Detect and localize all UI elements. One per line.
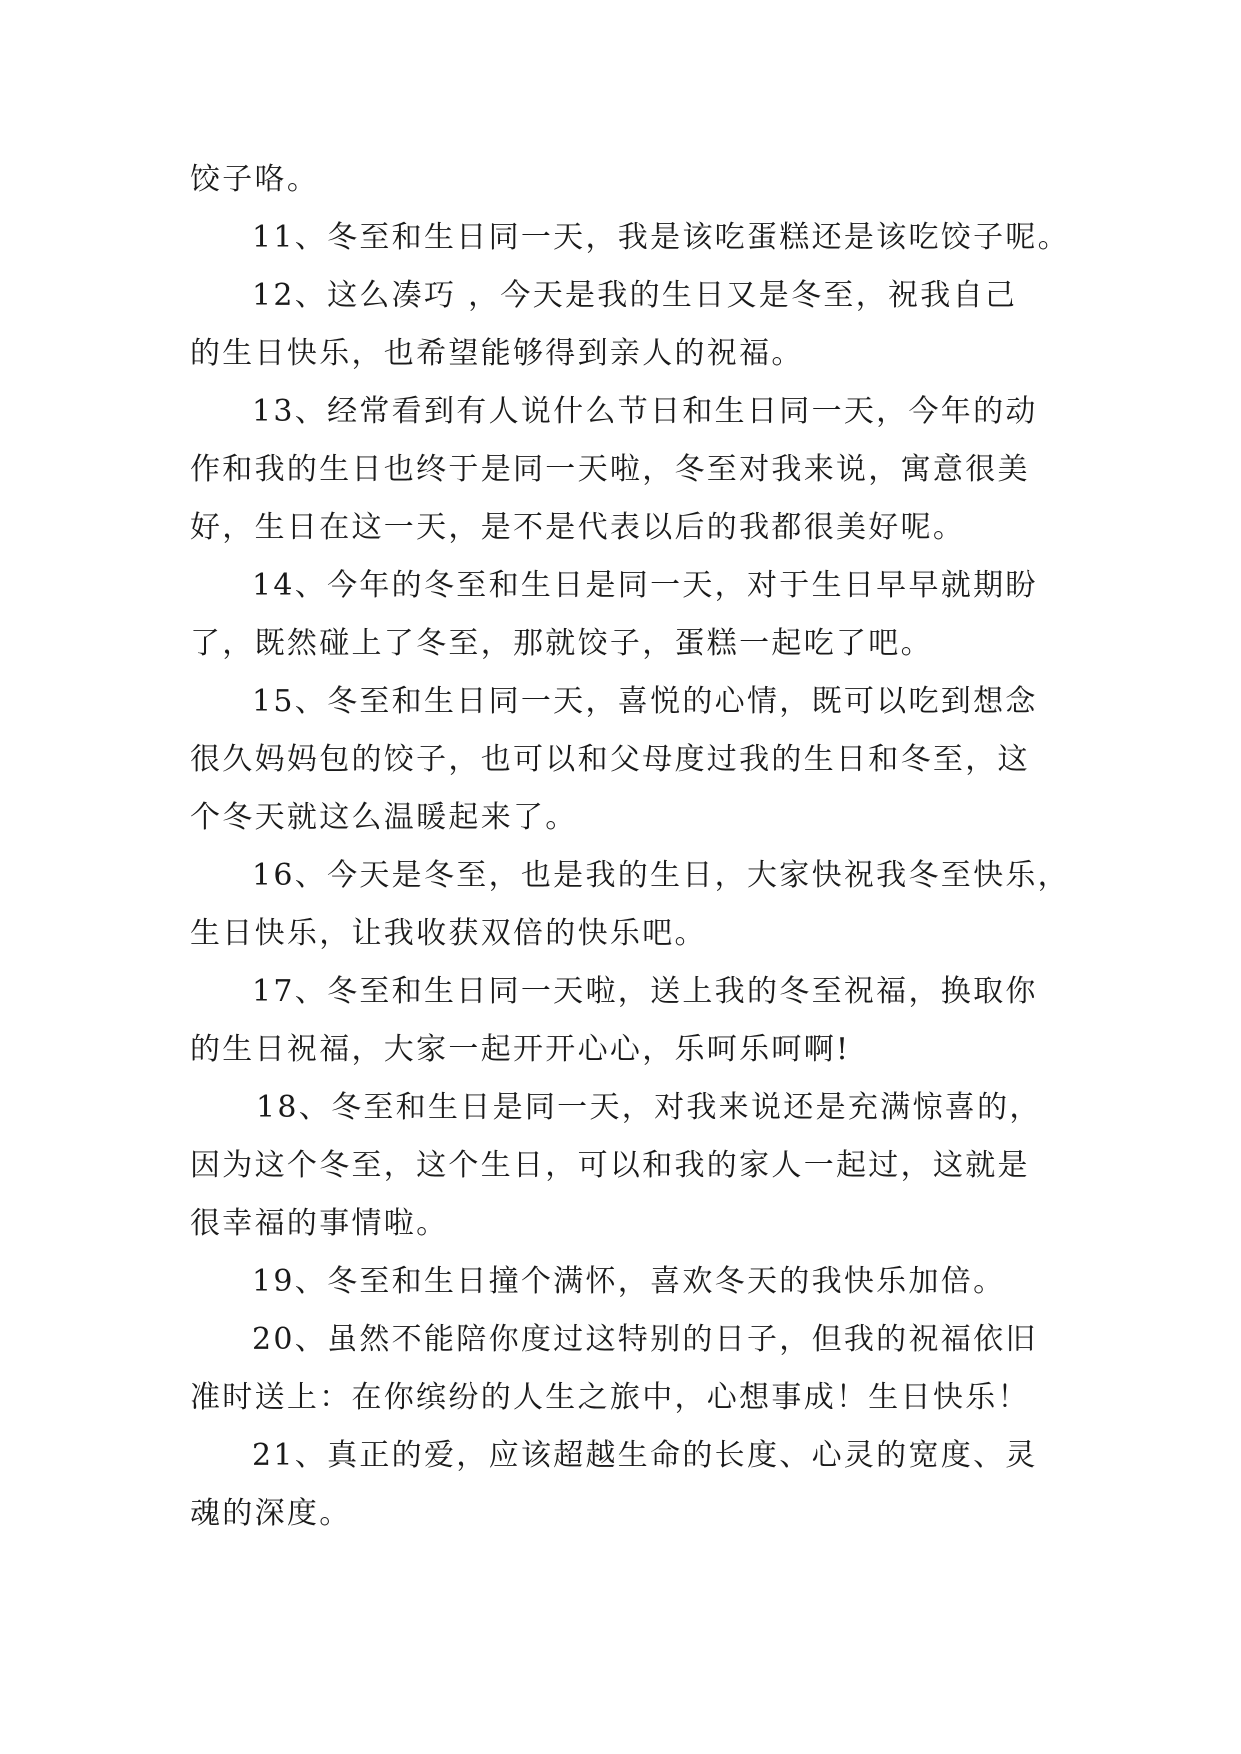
- text-line: 12、这么凑巧 ，今天是我的生日又是冬至，祝我自己: [252, 278, 1018, 313]
- text-line: 作和我的生日也终于是同一天啦，冬至对我来说，寓意很美: [190, 452, 1030, 487]
- text-line: 因为这个冬至，这个生日，可以和我的家人一起过，这就是: [190, 1148, 1030, 1183]
- text-line: 19、冬至和生日撞个满怀，喜欢冬天的我快乐加倍。: [252, 1264, 1006, 1299]
- text-line: 16、今天是冬至，也是我的生日，大家快祝我冬至快乐，: [252, 858, 1070, 893]
- text-line: 很久妈妈包的饺子，也可以和父母度过我的生日和冬至，这: [190, 742, 1030, 777]
- text-line: 11、冬至和生日同一天，我是该吃蛋糕还是该吃饺子呢。: [252, 220, 1070, 255]
- text-line: 的生日祝福，大家一起开开心心，乐呵乐呵啊!: [190, 1032, 851, 1067]
- text-line: 生日快乐，让我收获双倍的快乐吧。: [190, 916, 707, 951]
- text-line: 14、今年的冬至和生日是同一天，对于生日早早就期盼: [252, 568, 1038, 603]
- text-line: 魂的深度。: [190, 1496, 352, 1531]
- text-line: 个冬天就这么温暖起来了。: [190, 800, 578, 835]
- text-line: 的生日快乐，也希望能够得到亲人的祝福。: [190, 336, 804, 371]
- text-line: 13、经常看到有人说什么节日和生日同一天，今年的动: [252, 394, 1038, 429]
- text-line: 18、冬至和生日是同一天，对我来说还是充满惊喜的，: [256, 1090, 1042, 1125]
- text-line: 17、冬至和生日同一天啦，送上我的冬至祝福，换取你: [252, 974, 1038, 1009]
- text-line: 21、真正的爱，应该超越生命的长度、心灵的宽度、灵: [252, 1438, 1038, 1473]
- text-line: 很幸福的事情啦。: [190, 1206, 449, 1241]
- text-line: 15、冬至和生日同一天，喜悦的心情，既可以吃到想念: [252, 684, 1038, 719]
- text-line: 准时送上：在你缤纷的人生之旅中，心想事成！生日快乐！: [190, 1380, 1030, 1415]
- text-line: 好，生日在这一天，是不是代表以后的我都很美好呢。: [190, 510, 966, 545]
- text-line: 20、虽然不能陪你度过这特别的日子，但我的祝福依旧: [252, 1322, 1038, 1357]
- text-line: 饺子咯。: [190, 162, 320, 197]
- text-line: 了，既然碰上了冬至，那就饺子，蛋糕一起吃了吧。: [190, 626, 933, 661]
